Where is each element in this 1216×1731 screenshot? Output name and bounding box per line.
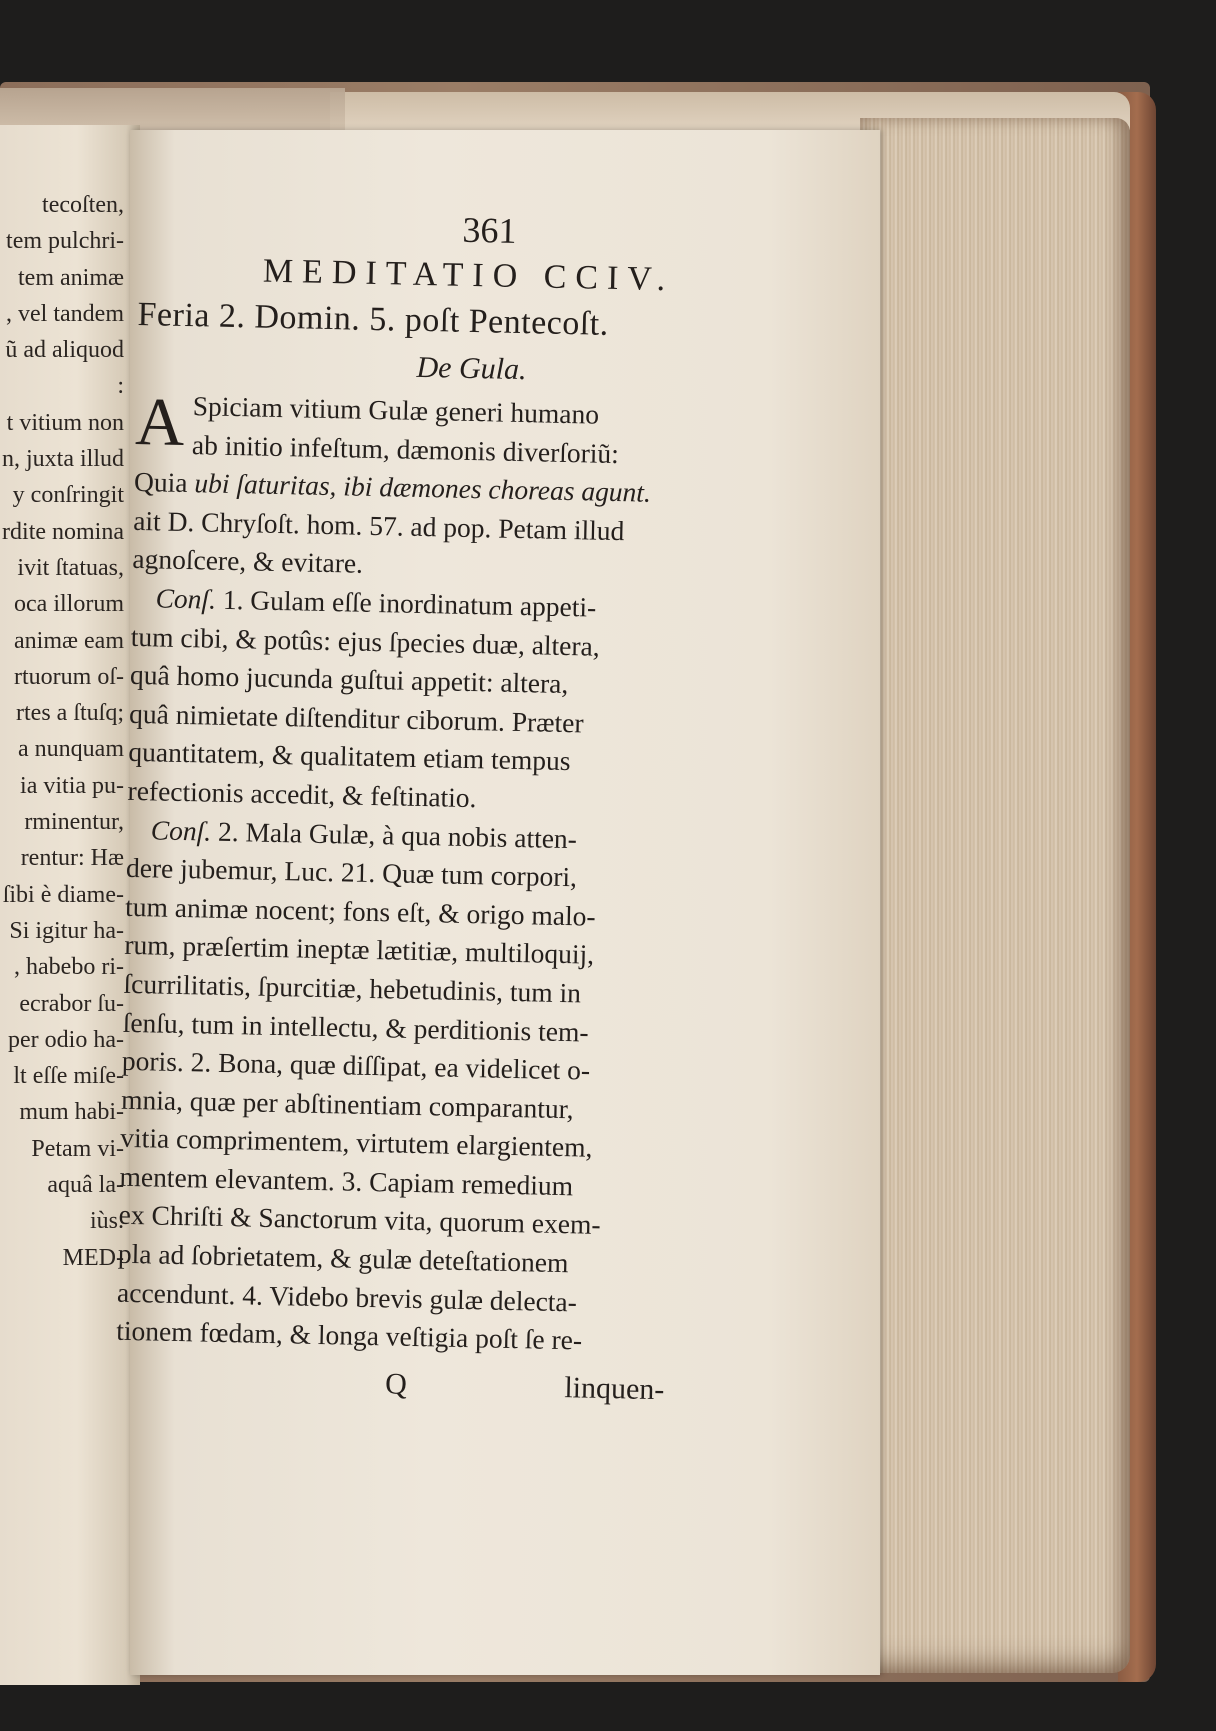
text-segment: Quia — [133, 466, 195, 499]
left-page-line: a nunquam — [18, 736, 124, 763]
left-page-line: tem animæ — [18, 264, 124, 291]
left-page-line: per odio ha- — [8, 1026, 124, 1053]
text-line: vitia comprimentem, virtutem elargientem, — [120, 1122, 593, 1163]
left-page-line: rentur: Hæ — [20, 845, 124, 872]
text-line: tum animæ nocent; fons eſt, & origo malo- — [124, 890, 596, 932]
text-line: poris. 2. Bona, quæ diſſipat, ea videlicet o- — [121, 1044, 591, 1086]
text-line: tum cibi, & potûs: ejus ſpecies duæ, altera, — [130, 620, 601, 662]
left-page-line: ia vitia pu- — [20, 772, 124, 799]
text-line: ex Chriſti & Sanctorum vita, quorum exem- — [118, 1199, 601, 1241]
left-page-line: lt eſſe miſe- — [13, 1063, 124, 1090]
quotation: ubi ſaturitas, ibi dæmones choreas agunt. — [194, 467, 652, 508]
catchword: linquen- — [564, 1370, 665, 1407]
text-line: quâ homo jucunda guſtui appetit: altera, — [129, 659, 569, 700]
text-line: rum, præſertim ineptæ lætitiæ, multiloquij, — [124, 929, 595, 970]
consideration-label: Conſ. — [155, 582, 217, 615]
left-page-line: iùs. — [89, 1208, 124, 1235]
left-page-line: , vel tandem — [6, 300, 124, 327]
consideration-2 — [116, 810, 767, 1364]
left-page-text — [0, 187, 124, 1276]
text-line: mnia, quæ per abſtinentiam comparantur, — [120, 1083, 574, 1124]
subtitle: De Gula. — [416, 350, 527, 387]
text-line: ab initio infeſtum, dæmonis diverſoriũ: — [191, 428, 620, 469]
right-page-text — [115, 200, 780, 1420]
left-page-top-edge — [0, 88, 345, 130]
feria-heading: Feria 2. Domin. 5. poſt Pentecoſt. — [137, 295, 610, 343]
text-line: Spiciam vitium Gulæ generi humano — [192, 390, 600, 430]
left-page-line: , habebo ri- — [14, 954, 124, 981]
text-segment: 1. Gulam eſſe inordinatum appeti- — [215, 583, 597, 623]
text-line: mentem elevantem. 3. Capiam remedium — [119, 1160, 574, 1202]
left-page-line: ũ ad aliquod — [5, 337, 124, 364]
text-line: tionem fœdam, & longa veſtigia poſt ſe re- — [115, 1315, 583, 1356]
text-line: ait D. Chryſoſt. hom. 57. ad pop. Petam illud — [132, 504, 625, 546]
drop-cap: A — [134, 382, 186, 460]
text-line: quantitatem, & qualitatem etiam tempus — [128, 736, 571, 777]
left-page-line: Si igitur ha- — [9, 917, 124, 944]
text-line: ſcurrilitatis, ſpurcitiæ, hebetudinis, tum in — [123, 967, 582, 1009]
left-page-line: mum habi- — [19, 1099, 124, 1126]
left-page-line: rminentur, — [24, 809, 124, 836]
page-number: 361 — [462, 209, 517, 251]
left-page — [0, 125, 140, 1685]
left-page-line: tem pulchri- — [6, 228, 124, 255]
left-page-line: ecrabor ſu- — [19, 990, 124, 1017]
consideration-label: Conſ. — [150, 813, 212, 847]
left-page-line: ſibi è diame- — [2, 881, 124, 908]
text-line: refectionis accedit, & feſtinatio. — [127, 774, 477, 814]
left-page-line: oca illorum — [14, 591, 124, 618]
left-page-line: t vitium non — [6, 409, 124, 436]
page-edges — [860, 118, 1130, 1673]
left-page-line: n, juxta illud — [2, 446, 124, 473]
intro-paragraph — [132, 382, 776, 592]
meditation-heading: MEDITATIO CCIV. — [262, 252, 675, 299]
left-page-line: animæ eam — [14, 627, 124, 654]
left-page-line: MED- — [62, 1244, 124, 1271]
left-page-line: : — [117, 373, 124, 400]
text-segment: 2. Mala Gulæ, à qua nobis atten- — [210, 815, 578, 854]
left-page-line: tecoſten, — [42, 192, 124, 218]
left-page-line: Petam vi- — [31, 1135, 124, 1162]
left-page-line: rtes a ſtuſq; — [16, 700, 124, 727]
left-page-line: rtuorum oſ- — [14, 663, 124, 690]
left-page-line: ivit ſtatuas, — [17, 554, 124, 581]
text-line: accendunt. 4. Videbo brevis gulæ delecta- — [116, 1276, 578, 1318]
text-line: pla ad ſobrietatem, & gulæ deteſtationem — [117, 1237, 569, 1279]
left-page-line: y conſringit — [12, 482, 124, 509]
signature-mark: Q — [384, 1367, 408, 1401]
text-line: ſenſu, tum in intellectu, & perditionis tem- — [122, 1006, 589, 1048]
text-line: dere jubemur, Luc. 21. Quæ tum corpori, — [125, 851, 578, 893]
text-line: agnoſcere, & evitare. — [132, 543, 364, 580]
left-page-line: aquâ la- — [47, 1172, 124, 1199]
left-page-line: rdite nomina — [2, 518, 124, 545]
text-line: quâ nimietate diſtenditur ciborum. Præter — [128, 697, 584, 739]
consideration-1 — [127, 579, 772, 824]
